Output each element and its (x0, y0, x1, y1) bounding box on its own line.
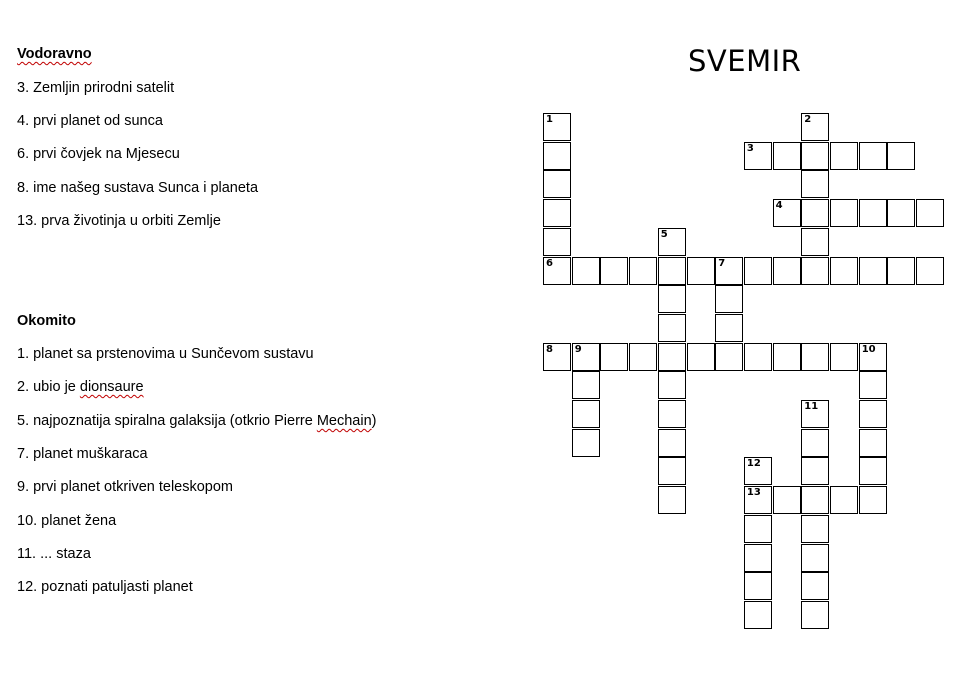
grid-cell[interactable] (600, 343, 628, 371)
cell-number: 2 (804, 114, 812, 125)
across-heading: Vodoravno (17, 46, 92, 62)
grid-cell[interactable] (543, 170, 571, 198)
grid-cell[interactable] (543, 228, 571, 256)
grid-cell[interactable] (543, 257, 571, 285)
grid-cell[interactable] (887, 142, 915, 170)
down-clue-1: 1. planet sa prstenovima u Sunčevom sustavu (17, 346, 314, 362)
grid-cell[interactable] (744, 515, 772, 543)
grid-cell[interactable] (773, 343, 801, 371)
grid-cell[interactable] (658, 400, 686, 428)
grid-cell[interactable] (887, 199, 915, 227)
grid-cell[interactable] (801, 170, 829, 198)
grid-cell[interactable] (658, 343, 686, 371)
down-heading: Okomito (17, 313, 76, 329)
grid-cell[interactable] (801, 113, 829, 141)
grid-cell[interactable] (715, 257, 743, 285)
down-clue-7: 7. planet muškaraca (17, 446, 148, 462)
grid-cell[interactable] (658, 314, 686, 342)
grid-cell[interactable] (916, 257, 944, 285)
grid-cell[interactable] (543, 113, 571, 141)
across-clue-13: 13. prva životinja u orbiti Zemlje (17, 213, 221, 229)
grid-cell[interactable] (572, 257, 600, 285)
grid-cell[interactable] (715, 314, 743, 342)
grid-cell[interactable] (744, 142, 772, 170)
grid-cell[interactable] (658, 257, 686, 285)
grid-cell[interactable] (658, 371, 686, 399)
down-clue-9: 9. prvi planet otkriven teleskopom (17, 479, 233, 495)
cell-number: 9 (574, 343, 582, 355)
grid-cell[interactable] (773, 486, 801, 514)
grid-cell[interactable] (744, 457, 772, 485)
down-clue-5: 5. najpoznatija spiralna galaksija (otkrio Pierre Mechain) (17, 413, 377, 429)
grid-cell[interactable] (773, 142, 801, 170)
grid-cell[interactable] (773, 257, 801, 285)
grid-cell[interactable] (744, 257, 772, 285)
grid-cell[interactable] (830, 486, 858, 514)
grid-cell[interactable] (859, 429, 887, 457)
grid-cell[interactable] (859, 257, 887, 285)
cell-number: 5 (660, 228, 668, 240)
grid-cell[interactable] (572, 371, 600, 399)
down-clue-11: 11. ... staza (17, 546, 91, 562)
grid-cell[interactable] (859, 486, 887, 514)
grid-cell[interactable] (543, 142, 571, 170)
down-clue-12: 12. poznati patuljasti planet (17, 579, 193, 595)
grid-cell[interactable] (658, 285, 686, 313)
across-clue-3: 3. Zemljin prirodni satelit (17, 80, 175, 96)
grid-cell[interactable] (830, 142, 858, 170)
grid-cell[interactable] (572, 400, 600, 428)
grid-cell[interactable] (801, 515, 829, 543)
grid-cell[interactable] (801, 228, 829, 256)
grid-cell[interactable] (830, 199, 858, 227)
grid-cell[interactable] (859, 199, 887, 227)
grid-cell[interactable] (543, 199, 571, 227)
grid-cell[interactable] (572, 343, 600, 371)
grid-cell[interactable] (887, 257, 915, 285)
cell-number: 12 (746, 458, 761, 470)
cell-number: 4 (775, 200, 783, 212)
grid-cell[interactable] (801, 257, 829, 285)
grid-cell[interactable] (658, 457, 686, 485)
grid-cell[interactable] (801, 572, 829, 600)
grid-cell[interactable] (715, 343, 743, 371)
spellcheck-word: Mechain (316, 413, 372, 429)
cell-number: 8 (546, 343, 553, 355)
grid-cell[interactable] (801, 544, 829, 572)
grid-cell[interactable] (687, 343, 715, 371)
grid-cell[interactable] (572, 429, 600, 457)
grid-cell[interactable] (859, 457, 887, 485)
cell-number: 13 (746, 487, 761, 499)
grid-cell[interactable] (715, 285, 743, 313)
cell-number: 6 (546, 257, 553, 269)
grid-cell[interactable] (801, 486, 829, 514)
grid-cell[interactable] (744, 572, 772, 600)
grid-cell[interactable] (830, 257, 858, 285)
across-clue-6: 6. prvi čovjek na Mjesecu (17, 146, 180, 162)
grid-cell[interactable] (859, 343, 887, 371)
grid-cell[interactable] (801, 343, 829, 371)
grid-cell[interactable] (859, 142, 887, 170)
grid-cell[interactable] (658, 486, 686, 514)
down-clue-10: 10. planet žena (17, 513, 117, 529)
grid-cell[interactable] (600, 257, 628, 285)
cell-number: 7 (718, 257, 726, 269)
grid-cell[interactable] (801, 199, 829, 227)
grid-cell[interactable] (658, 228, 686, 256)
grid-cell[interactable] (916, 199, 944, 227)
grid-cell[interactable] (859, 400, 887, 428)
grid-cell[interactable] (801, 601, 829, 629)
across-clue-8: 8. ime našeg sustava Sunca i planeta (17, 180, 259, 196)
grid-cell[interactable] (744, 544, 772, 572)
grid-cell[interactable] (801, 457, 829, 485)
puzzle-title: SVEMIR (688, 44, 802, 78)
grid-cell[interactable] (687, 257, 715, 285)
cell-number: 10 (861, 343, 876, 355)
cell-number: 1 (546, 114, 553, 125)
spellcheck-word: dionsaure (79, 379, 144, 395)
grid-cell[interactable] (744, 343, 772, 371)
across-clue-4: 4. prvi planet od sunca (17, 113, 163, 129)
grid-cell[interactable] (801, 400, 829, 428)
grid-cell[interactable] (744, 486, 772, 514)
grid-cell[interactable] (629, 343, 657, 371)
grid-cell[interactable] (801, 142, 829, 170)
grid-cell[interactable] (830, 343, 858, 371)
grid-cell[interactable] (859, 371, 887, 399)
grid-cell[interactable] (658, 429, 686, 457)
cell-number: 3 (746, 142, 754, 154)
down-clue-2: 2. ubio je dionsaure (17, 379, 144, 395)
grid-cell[interactable] (744, 601, 772, 629)
grid-cell[interactable] (773, 199, 801, 227)
grid-cell[interactable] (801, 429, 829, 457)
grid-cell[interactable] (629, 257, 657, 285)
grid-cell[interactable] (543, 343, 571, 371)
cell-number: 11 (804, 401, 819, 412)
